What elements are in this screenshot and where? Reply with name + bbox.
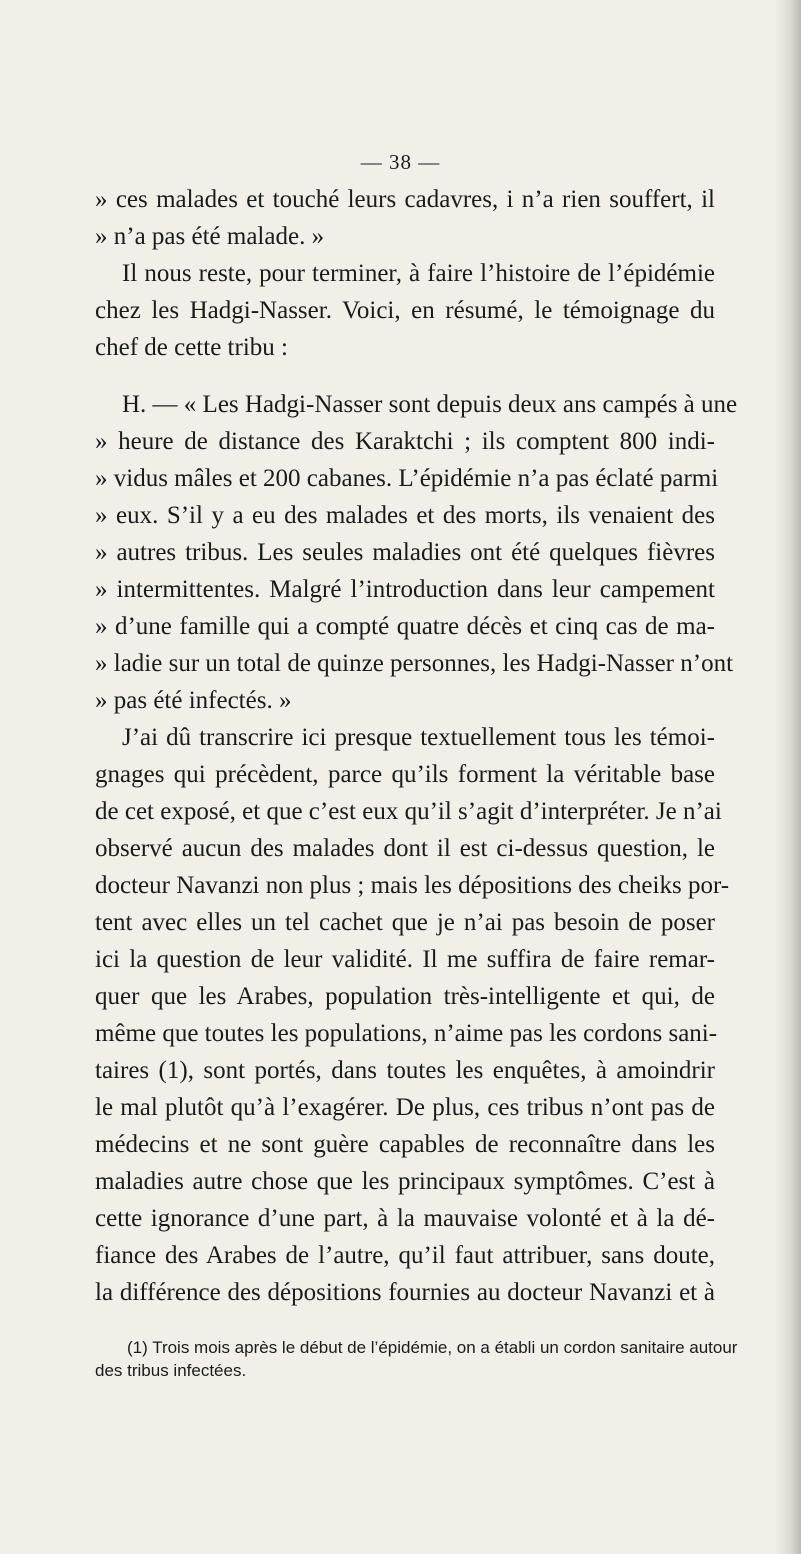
- footnote-line: (1) Trois mois après le début de l’épidémie, on a établi un cordon sanitaire autour: [127, 1338, 738, 1357]
- text-line: tent avec elles un tel cachet que je n’ai pas besoin de poser: [95, 909, 715, 936]
- text-line: » intermittentes. Malgré l’introduction dans leur campement: [95, 576, 715, 603]
- text-line: » pas été infectés. »: [95, 687, 292, 714]
- text-line: » d’une famille qui a compté quatre décès et cinq cas de ma-: [95, 613, 715, 640]
- text-line: fiance des Arabes de l’autre, qu’il faut attribuer, sans doute,: [95, 1242, 715, 1269]
- text-line: Il nous reste, pour terminer, à faire l’histoire de l’épidémie: [122, 260, 715, 287]
- text-line: » n’a pas été malade. »: [95, 223, 325, 250]
- footnote-line: des tribus infectées.: [95, 1361, 247, 1380]
- text-line: le mal plutôt qu’à l’exagérer. De plus, ces tribus n’ont pas de: [95, 1094, 715, 1121]
- text-line: » ladie sur un total de quinze personnes, les Hadgi-Nasser n’ont: [95, 650, 734, 677]
- text-line: de cet exposé, et que c’est eux qu’il s’agit d’interpréter. Je n’ai: [95, 798, 722, 825]
- page-number: — 38 —: [360, 150, 441, 174]
- text-line: chez les Hadgi-Nasser. Voici, en résumé, le témoignage du: [95, 297, 715, 324]
- text-line: cette ignorance d’une part, à la mauvaise volonté et à la dé-: [95, 1205, 715, 1232]
- text-line: observé aucun des malades dont il est ci-dessus question, le: [95, 835, 715, 862]
- text-line: ici la question de leur validité. Il me suffira de faire remar-: [95, 946, 715, 973]
- text-line: chef de cette tribu :: [95, 334, 288, 361]
- text-line: » ces malades et touché leurs cadavres, i n’a rien souffert, il: [95, 186, 715, 213]
- text-line: quer que les Arabes, population très-intelligente et qui, de: [95, 983, 715, 1010]
- text-line: » autres tribus. Les seules maladies ont été quelques fièvres: [95, 539, 715, 566]
- text-line: » vidus mâles et 200 cabanes. L’épidémie n’a pas éclaté parmi: [95, 465, 719, 492]
- text-line: médecins et ne sont guère capables de reconnaître dans les: [95, 1131, 715, 1158]
- text-line: la différence des dépositions fournies au docteur Navanzi et à: [95, 1279, 715, 1306]
- text-line: maladies autre chose que les principaux symptômes. C’est à: [95, 1168, 715, 1195]
- text-line: gnages qui précèdent, parce qu’ils forment la véritable base: [95, 761, 715, 788]
- page-edge-shadow: [775, 0, 801, 1554]
- text-line: J’ai dû transcrire ici presque textuellement tous les témoi-: [122, 724, 715, 751]
- text-line: H. — « Les Hadgi-Nasser sont depuis deux ans campés à une: [122, 391, 738, 418]
- text-line: même que toutes les populations, n’aime pas les cordons sani-: [95, 1020, 718, 1047]
- text-line: taires (1), sont portés, dans toutes les enquêtes, à amoindrir: [95, 1057, 715, 1084]
- text-line: » eux. S’il y a eu des malades et des morts, ils venaient des: [95, 502, 715, 529]
- text-line: » heure de distance des Karaktchi ; ils comptent 800 indi-: [95, 428, 715, 455]
- text-line: docteur Navanzi non plus ; mais les dépositions des cheiks por-: [95, 872, 730, 899]
